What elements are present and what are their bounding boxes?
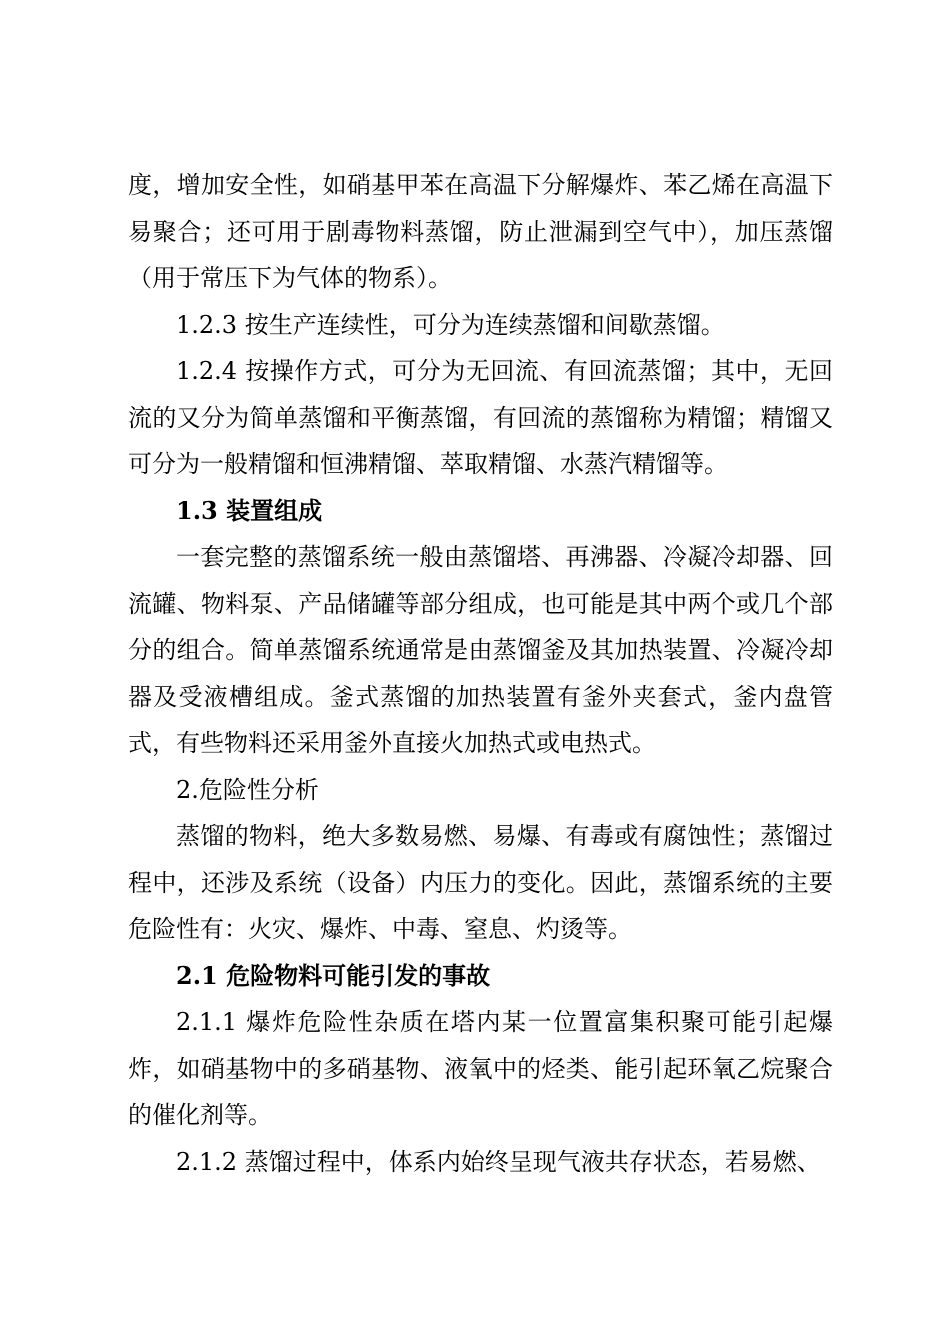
section-heading-2: 2.危险性分析 [176,775,319,804]
paragraph-device-composition: 一套完整的蒸馏系统一般由蒸馏塔、再沸器、冷凝冷却器、回流罐、物料泵、产品储罐等部分组成，也可能是其中两个或几个部分的组合。简单蒸馏系统通常是由蒸馏釜及其加热装置、冷凝冷却器及受液槽组成。釜式蒸馏的加热装置有釜外夹套式，釜内盘管式，有些物料还采用釜外直接火加热式或电热式。 [128,543,833,757]
paragraph-2-1-1: 2.1.1 爆炸危险性杂质在塔内某一位置富集积聚可能引起爆炸，如硝基物中的多硝基物、液氧中的烃类、能引起环氧乙烷聚合的催化剂等。 [128,1008,833,1129]
document-page [128,162,833,1185]
paragraph-continuation: 度，增加安全性，如硝基甲苯在高温下分解爆炸、苯乙烯在高温下易聚合；还可用于剧毒物料蒸馏，防止泄漏到空气中），加压蒸馏（用于常压下为气体的物系）。 [128,171,833,292]
section-heading-1-3: 1.3 装置组成 [176,495,323,525]
section-heading-2-1: 2.1 危险物料可能引发的事故 [176,960,491,990]
paragraph-2-1-2: 2.1.2 蒸馏过程中，体系内始终呈现气液共存状态，若易燃、 [176,1147,821,1176]
paragraph-hazard-analysis: 蒸馏的物料，绝大多数易燃、易爆、有毒或有腐蚀性；蒸馏过程中，还涉及系统（设备）内压力的变化。因此，蒸馏系统的主要危险性有：火灾、爆炸、中毒、窒息、灼烫等。 [128,822,833,943]
paragraph-1-2-3: 1.2.3 按生产连续性，可分为连续蒸馏和间歇蒸馏。 [176,310,725,339]
paragraph-1-2-4: 1.2.4 按操作方式，可分为无回流、有回流蒸馏；其中，无回流的又分为简单蒸馏和平衡蒸馏，有回流的蒸馏称为精馏；精馏又可分为一般精馏和恒沸精馏、萃取精馏、水蒸汽精馏等。 [128,357,833,478]
